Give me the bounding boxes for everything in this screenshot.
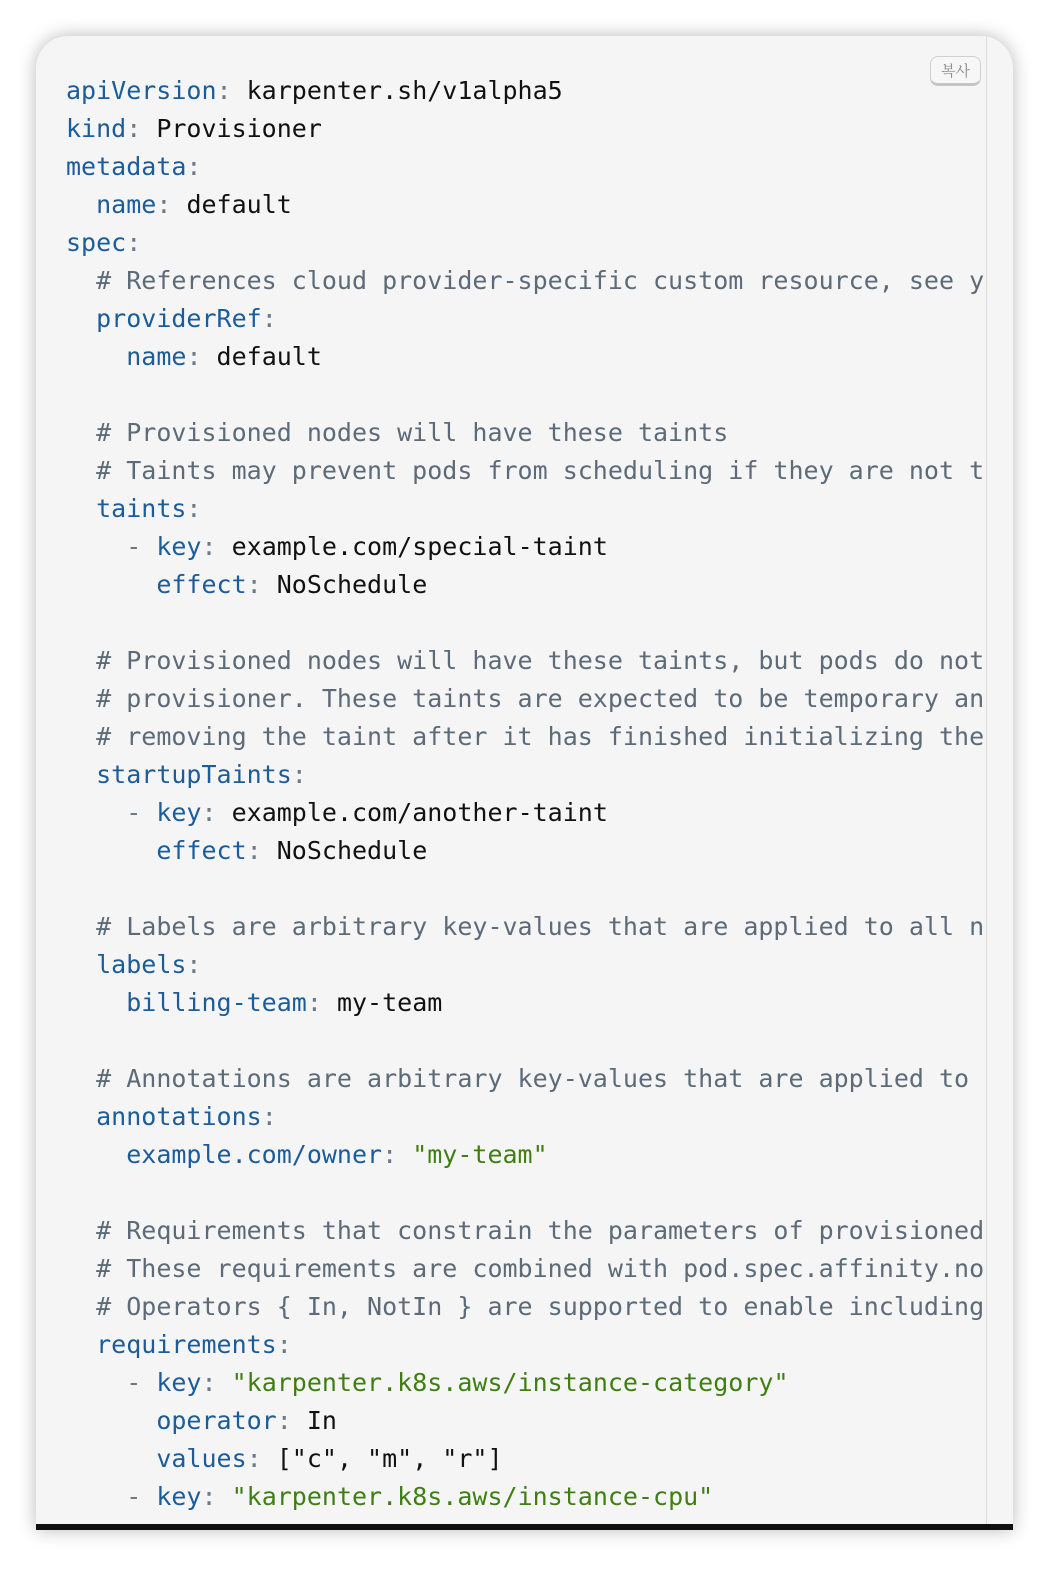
code-line: [66, 1174, 986, 1212]
yaml-separator: :: [156, 190, 187, 219]
list-dash: -: [126, 798, 157, 827]
code-line: [66, 300, 986, 338]
yaml-value: default: [216, 342, 322, 371]
yaml-separator: :: [186, 152, 202, 181]
yaml-separator: :: [186, 494, 202, 523]
yaml-value: "karpenter.k8s.aws/instance-cpu": [231, 1482, 714, 1511]
yaml-key: startupTaints: [96, 760, 292, 789]
yaml-separator: :: [126, 228, 142, 257]
yaml-value: default: [186, 190, 292, 219]
yaml-separator: :: [126, 114, 157, 143]
yaml-key: taints: [96, 494, 187, 523]
code-line: [66, 376, 986, 414]
yaml-key: apiVersion: [66, 76, 217, 105]
yaml-key: name: [126, 342, 187, 371]
code-indent: [66, 798, 126, 827]
code-indent: [66, 1140, 126, 1169]
list-dash: -: [126, 1368, 157, 1397]
yaml-separator: :: [261, 1102, 277, 1131]
yaml-value: ["c", "m", "r"]: [276, 1444, 503, 1473]
code-line: [66, 756, 986, 794]
code-indent: [66, 266, 96, 295]
code-line: [66, 1136, 986, 1174]
yaml-separator: :: [186, 342, 217, 371]
code-indent: [66, 1292, 96, 1321]
code-indent: [66, 1102, 96, 1131]
code-line: [66, 110, 986, 148]
yaml-comment: # Taints may prevent pods from scheduling if they are not t: [96, 456, 985, 485]
code-line: [66, 984, 986, 1022]
code-line: [66, 414, 986, 452]
code-line: [66, 1098, 986, 1136]
code-line: [66, 72, 986, 110]
code-indent: [66, 836, 156, 865]
code-line: [66, 1288, 986, 1326]
yaml-separator: :: [201, 532, 232, 561]
yaml-value: Provisioner: [156, 114, 322, 143]
yaml-key: effect: [156, 836, 247, 865]
code-indent: [66, 190, 96, 219]
code-line: [66, 224, 986, 262]
code-indent: [66, 722, 96, 751]
yaml-key: labels: [96, 950, 187, 979]
yaml-comment: # provisioner. These taints are expected to be temporary an: [96, 684, 985, 713]
code-indent: [66, 456, 96, 485]
yaml-separator: :: [246, 1444, 277, 1473]
yaml-key: billing-team: [126, 988, 307, 1017]
code-line: [66, 1364, 986, 1402]
yaml-value: example.com/another-taint: [231, 798, 608, 827]
yaml-key: requirements: [96, 1330, 277, 1359]
code-indent: [66, 1330, 96, 1359]
code-indent: [66, 532, 126, 561]
yaml-separator: :: [276, 1330, 292, 1359]
code-indent: [66, 1254, 96, 1283]
code-line: [66, 1022, 986, 1060]
code-line: [66, 680, 986, 718]
yaml-separator: :: [261, 304, 277, 333]
yaml-value: example.com/special-taint: [231, 532, 608, 561]
yaml-comment: # Provisioned nodes will have these taints, but pods do not: [96, 646, 985, 675]
code-line: [66, 186, 986, 224]
code-indent: [66, 1064, 96, 1093]
yaml-value: my-team: [336, 988, 443, 1017]
code-line: [66, 642, 986, 680]
code-indent: [66, 1406, 156, 1435]
code-indent: [66, 1482, 126, 1511]
code-line: [66, 832, 986, 870]
code-line: [66, 452, 986, 490]
code-indent: [66, 570, 156, 599]
yaml-separator: :: [246, 570, 277, 599]
code-line: [66, 946, 986, 984]
list-dash: -: [126, 532, 157, 561]
yaml-separator: :: [291, 760, 307, 789]
code-indent: [66, 646, 96, 675]
code-line: [66, 1440, 986, 1478]
code-line: [66, 1402, 986, 1440]
yaml-comment: # Requirements that constrain the parameters of provisioned: [96, 1216, 985, 1245]
yaml-comment: # These requirements are combined with pod.spec.affinity.no: [96, 1254, 985, 1283]
code-line: [66, 148, 986, 186]
yaml-separator: :: [186, 950, 202, 979]
yaml-key: effect: [156, 570, 247, 599]
yaml-key: key: [156, 798, 202, 827]
yaml-separator: :: [276, 1406, 307, 1435]
code-indent: [66, 1368, 126, 1397]
code-line: [66, 1478, 986, 1516]
code-line: [66, 338, 986, 376]
code-line: [66, 262, 986, 300]
yaml-key: spec: [66, 228, 127, 257]
code-line: [66, 528, 986, 566]
yaml-key: annotations: [96, 1102, 262, 1131]
yaml-separator: :: [201, 1482, 232, 1511]
code-line: [66, 1250, 986, 1288]
yaml-code: [66, 72, 986, 1530]
yaml-comment: # Labels are arbitrary key-values that are applied to all n: [96, 912, 985, 941]
yaml-key: operator: [156, 1406, 277, 1435]
code-line: [66, 1212, 986, 1250]
code-block-window: [36, 36, 1013, 1530]
code-indent: [66, 1216, 96, 1245]
code-indent: [66, 912, 96, 941]
code-line: [66, 604, 986, 642]
code-indent: [66, 494, 96, 523]
code-indent: [66, 760, 96, 789]
yaml-separator: :: [216, 76, 247, 105]
yaml-separator: :: [201, 798, 232, 827]
yaml-key: metadata: [66, 152, 187, 181]
code-indent: [66, 1444, 156, 1473]
code-line: [66, 566, 986, 604]
yaml-comment: # Provisioned nodes will have these taints: [96, 418, 729, 447]
yaml-key: example.com/owner: [126, 1140, 383, 1169]
code-line: [66, 794, 986, 832]
code-indent: [66, 988, 126, 1017]
yaml-key: values: [156, 1444, 247, 1473]
copy-button[interactable]: 복사: [930, 56, 981, 86]
yaml-value: In: [306, 1406, 337, 1435]
yaml-key: kind: [66, 114, 127, 143]
code-indent: [66, 684, 96, 713]
horizontal-scroll-edge: [986, 36, 987, 1530]
code-indent: [66, 950, 96, 979]
code-indent: [66, 418, 96, 447]
yaml-comment: # Operators { In, NotIn } are supported to enable including: [96, 1292, 985, 1321]
yaml-key: name: [96, 190, 157, 219]
code-line: [66, 718, 986, 756]
code-line: [66, 870, 986, 908]
code-line: [66, 490, 986, 528]
yaml-separator: :: [382, 1140, 413, 1169]
yaml-comment: # References cloud provider-specific custom resource, see y: [96, 266, 985, 295]
yaml-comment: # Annotations are arbitrary key-values that are applied to: [96, 1064, 970, 1093]
yaml-separator: :: [246, 836, 277, 865]
code-line: [66, 1326, 986, 1364]
yaml-key: key: [156, 1482, 202, 1511]
yaml-separator: :: [201, 1368, 232, 1397]
yaml-separator: :: [306, 988, 337, 1017]
yaml-key: key: [156, 532, 202, 561]
yaml-comment: # removing the taint after it has finished initializing the: [96, 722, 985, 751]
list-dash: -: [126, 1482, 157, 1511]
yaml-value: NoSchedule: [276, 570, 428, 599]
yaml-value: "my-team": [412, 1140, 548, 1169]
yaml-value: karpenter.sh/v1alpha5: [246, 76, 563, 105]
yaml-value: "karpenter.k8s.aws/instance-category": [231, 1368, 789, 1397]
code-indent: [66, 342, 126, 371]
yaml-key: providerRef: [96, 304, 262, 333]
code-indent: [66, 304, 96, 333]
code-line: [66, 1060, 986, 1098]
yaml-value: NoSchedule: [276, 836, 428, 865]
yaml-key: key: [156, 1368, 202, 1397]
code-line: [66, 908, 986, 946]
